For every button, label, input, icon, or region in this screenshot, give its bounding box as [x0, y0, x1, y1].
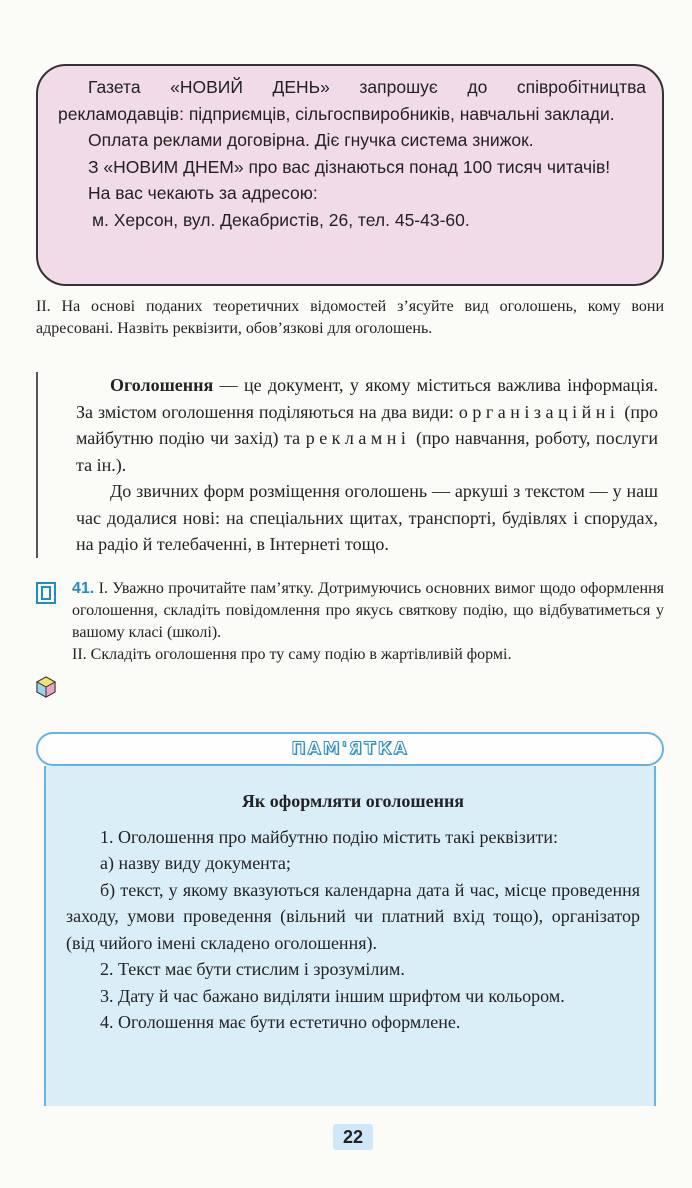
task-2-text: II. На основі поданих теоретичних відомостей з’ясуйте вид оголошень, кому вони адресовані. Назвіть реквізити, обов’язкові для оголошень.	[36, 298, 664, 337]
exercise-41-part-2: II. Складіть оголошення про ту саму подію в жартівливій формі.	[72, 646, 512, 663]
memo-item-1b: б) текст, у якому вказуються календарна дата й час, місце проведення заходу, умови проведення (вільний чи платний вхід тощо), організатор (від чийого імені складено оголошення).	[66, 879, 640, 953]
memo-item-1a: а) назву виду документа;	[100, 853, 291, 873]
memo-item-3: 3. Дату й час бажано виділяти іншим шрифтом чи кольором.	[100, 985, 565, 1006]
kind-advertising: рекламні	[305, 428, 411, 448]
memo-item-4: 4. Оголошення має бути естетично оформлене.	[100, 1012, 461, 1032]
memo-item-1: 1. Оголошення про майбутню подію містить такі реквізити:	[100, 826, 558, 847]
kind-organizational: організаційні	[458, 401, 620, 422]
theory-term: Оголошення	[110, 375, 214, 395]
page-number: 22	[333, 1124, 373, 1150]
memo-title: ПАМ'ЯТКА	[291, 739, 409, 759]
theory-paragraph-1	[76, 372, 658, 478]
book-icon	[36, 582, 56, 604]
advertisement-box	[36, 64, 664, 286]
memo-body	[44, 766, 656, 1106]
memo-item-2: 2. Текст має бути стислим і зрозумілим.	[100, 959, 405, 979]
kind-advertising-note: (про навчання, роботу, послуги та ін.).	[76, 428, 658, 475]
kind-organizational-note: (про майбутню подію чи захід) та	[76, 401, 658, 448]
ad-address: м. Херсон, вул. Декабристів, 26, тел. 45-43-60.	[92, 209, 470, 230]
exercise-41-part-1: 41. I. Уважно прочитайте пам’ятку. Дотримуючись основних вимог щодо оформлення оголошення, складіть повідомлення про якусь святкову подію, що відбуватиметься у вашому класі (школі).	[72, 580, 664, 641]
ad-text-4: На вас чекають за адресою:	[88, 183, 318, 203]
ad-text-2: Оплата реклами договірна. Діє гнучка система знижок.	[88, 130, 534, 150]
theory-definition: — це документ, у якому міститься важлива інформація. За змістом оголошення поділяються на два види:	[76, 375, 658, 422]
memo-heading: Як оформляти оголошення	[241, 791, 465, 811]
theory-block	[36, 372, 664, 558]
cube-icon	[36, 676, 56, 698]
memo-header	[36, 732, 664, 766]
exercise-41	[36, 578, 664, 666]
exercise-number: 41.	[72, 580, 95, 597]
ad-text-1: Газета «НОВИЙ ДЕНЬ» запрошує до співробітництва рекламодавців: підприємців, сільгоспвиробників, навчальні заклади.	[58, 77, 646, 124]
ad-text-3: З «НОВИМ ДНЕМ» про вас дізнаються понад 100 тисяч читачів!	[88, 156, 611, 177]
theory-paragraph-2: До звичних форм розміщення оголошень — аркуші з текстом — у наш час додалися нові: на спеціальних щитах, транспорті, будівлях і спорудах, на радіо й телебаченні, в Інтернеті тощо.	[76, 481, 658, 554]
